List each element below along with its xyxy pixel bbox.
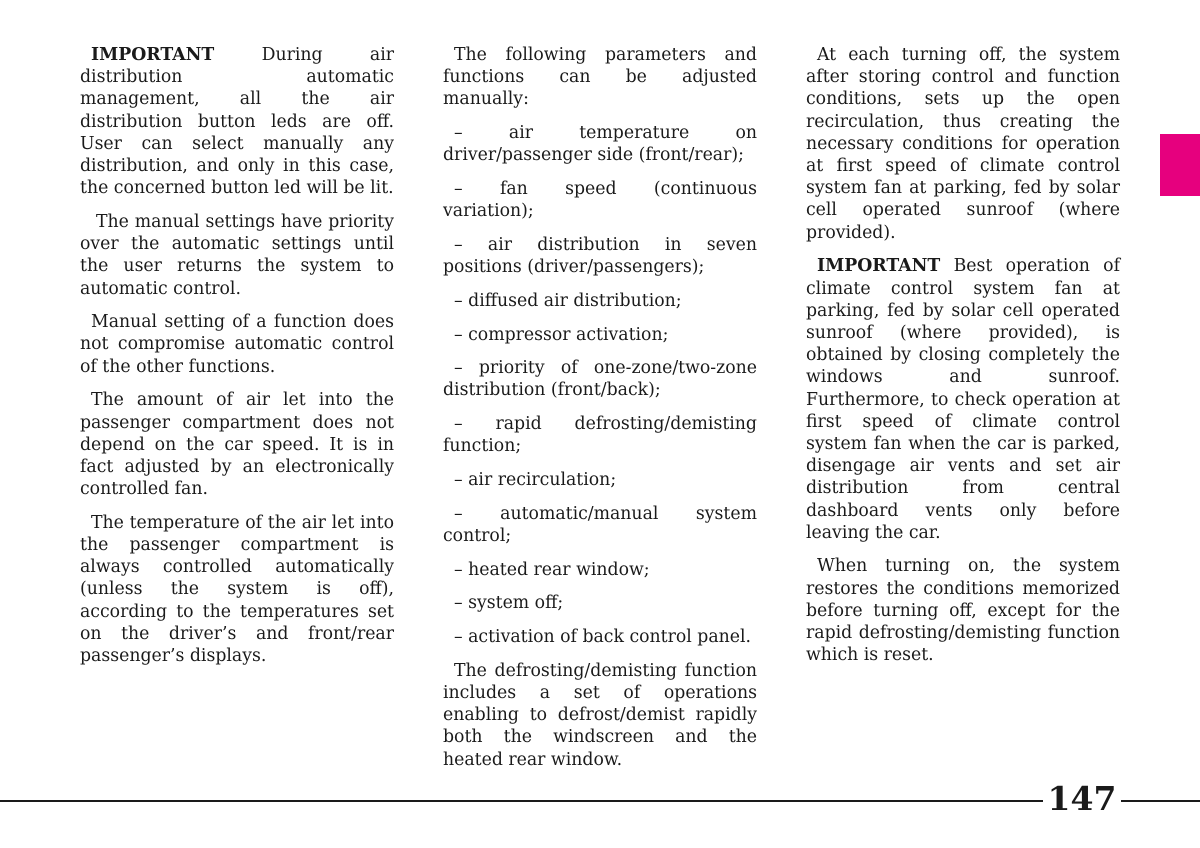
paragraph-important-fan <box>806 255 1120 544</box>
paragraph-turning-on <box>806 555 1120 666</box>
list-item-text: – priority of one-zone/two-zone distribution (front/back); <box>443 358 757 401</box>
text-column-left <box>80 44 394 679</box>
text-column-right <box>806 44 1120 678</box>
paragraph-text: The manual settings have priority over the automatic settings until the user returns the system to automatic control. <box>80 211 394 299</box>
list-item <box>443 503 757 547</box>
list-item <box>443 413 757 457</box>
list-item-text: – activation of back control panel. <box>454 627 752 648</box>
list-item-text: – system off; <box>454 593 564 614</box>
paragraph-text: During air distribution automatic management, all the air distribution button leds are off. User can select manually any distribution, and only in this case, the concerned button led will be lit. <box>80 45 394 199</box>
list-item-text: – air temperature on driver/passenger side (front/rear); <box>443 123 757 166</box>
list-item-text: – fan speed (continuous variation); <box>443 179 757 222</box>
section-thumb-tab <box>1160 134 1200 196</box>
list-item <box>443 290 757 312</box>
paragraph-air-amount <box>80 389 394 500</box>
page-number: 147 <box>1047 779 1117 818</box>
footer-rule-right <box>1121 800 1200 802</box>
paragraph-text: At each turning off, the system after storing control and function conditions, sets up the open recirculation, thus creating the necessary conditions for operation at first speed of climate control system fan at parking, fed by solar cell operated sunroof (where provided). <box>806 45 1120 243</box>
list-item <box>443 324 757 346</box>
paragraph-text: The defrosting/demisting function includes a set of operations enabling to defrost/demist rapidly both the windscreen and the heated rear window. <box>443 660 757 770</box>
list-item <box>443 122 757 166</box>
list-item <box>443 357 757 401</box>
paragraph-text: Manual setting of a function does not compromise automatic control of the other functions. <box>80 312 394 377</box>
paragraph-text: Best operation of climate control system fan at parking, fed by solar cell operated sunroof (where provided), is obtained by closing completely the windows and sunroof. Furthermore, to check operation at first speed of climate control system fan when the car is parked, disengage air vents and set air distribution from central dashboard vents only before leaving the car. <box>806 256 1120 543</box>
paragraph-text: The following parameters and functions can be adjusted manually: <box>443 45 757 110</box>
list-item-text: – rapid defrosting/demisting function; <box>443 414 757 457</box>
important-label: IMPORTANT <box>91 45 215 65</box>
paragraph-important-distribution <box>80 44 394 199</box>
text-column-middle <box>443 44 757 782</box>
list-item-text: – diffused air distribution; <box>454 290 682 311</box>
list-item <box>443 592 757 614</box>
paragraph-air-temperature <box>80 512 394 667</box>
paragraph-turning-off <box>806 44 1120 244</box>
list-item <box>443 626 757 648</box>
list-item <box>443 559 757 581</box>
paragraph-defrosting <box>443 660 757 771</box>
list-item-text: – heated rear window; <box>454 559 650 580</box>
footer-rule-left <box>0 800 1043 802</box>
paragraph-text: The amount of air let into the passenger compartment does not depend on the car speed. It is in fact adjusted by an electronically controlled fan. <box>80 390 394 500</box>
paragraph-text: The temperature of the air let into the passenger compartment is always controlled automatically (unless the system is off), according to the temperatures set on the driver’s and front/rear passenger’s displays. <box>80 512 394 667</box>
paragraph-manual-setting <box>80 311 394 378</box>
paragraph-parameters-intro <box>443 44 757 111</box>
list-item <box>443 178 757 222</box>
list-item <box>443 469 757 491</box>
list-item-text: – automatic/manual system control; <box>443 503 757 546</box>
list-item-text: – air distribution in seven positions (driver/passengers); <box>443 234 757 278</box>
list-item <box>443 234 757 278</box>
list-item-text: – compressor activation; <box>454 324 669 345</box>
list-item-text: – air recirculation; <box>454 470 617 491</box>
paragraph-text: When turning on, the system restores the conditions memorized before turning off, except for the rapid defrosting/demisting function which is reset. <box>806 556 1120 666</box>
important-label: IMPORTANT <box>817 256 941 277</box>
paragraph-manual-priority <box>80 211 394 300</box>
